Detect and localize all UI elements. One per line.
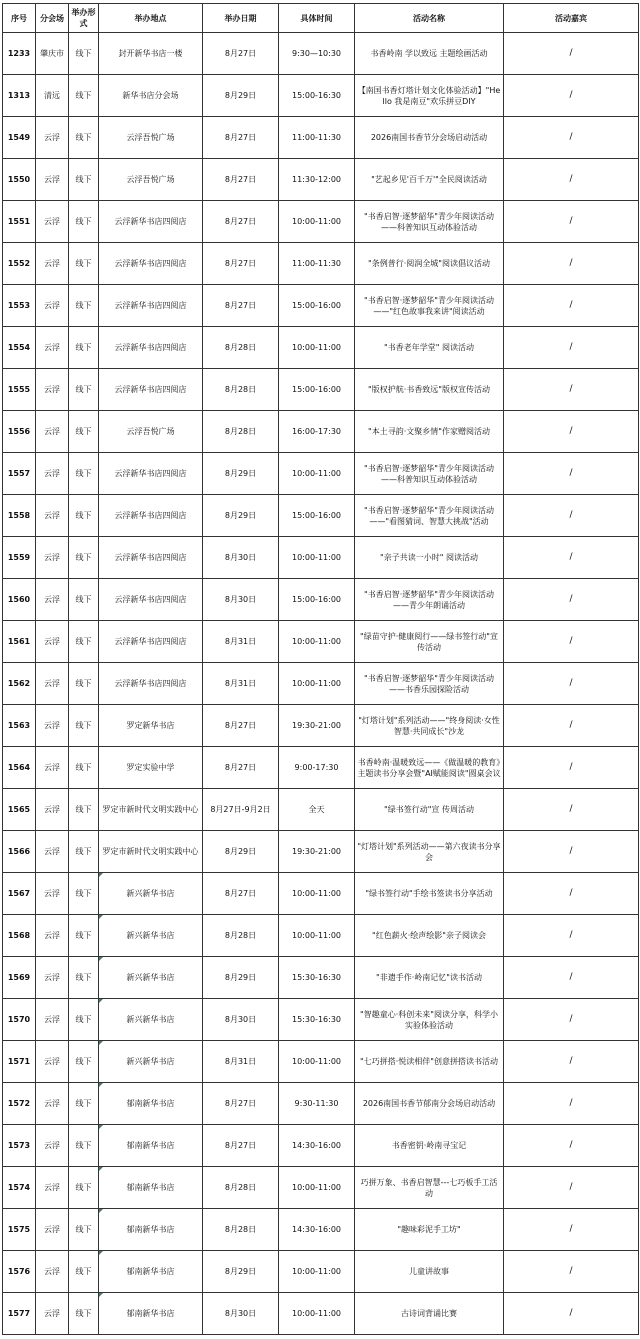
- cell-place: 郁南新华书店: [99, 1167, 203, 1209]
- cell-form: 线下: [69, 1041, 99, 1083]
- activity-schedule-table: [2, 3, 639, 1335]
- cell-activity-name: "条例普行·阅润全城"阅读倡议活动: [355, 243, 504, 285]
- cell-form: 线下: [69, 327, 99, 369]
- cell-seq: 1313: [3, 75, 36, 117]
- cell-time: 14:30-16:00: [279, 1209, 355, 1251]
- cell-place: 郁南新华书店: [99, 1083, 203, 1125]
- cell-place: 罗定市新时代文明实践中心: [99, 789, 203, 831]
- cell-form: 线下: [69, 957, 99, 999]
- cell-place: 云浮新华书店四阅店: [99, 579, 203, 621]
- cell-branch: 云浮: [36, 705, 69, 747]
- cell-branch: 云浮: [36, 663, 69, 705]
- cell-guest: /: [504, 999, 639, 1041]
- cell-place: 罗定新华书店: [99, 705, 203, 747]
- cell-date: 8月27日: [203, 243, 279, 285]
- cell-activity-name: "书香启智·逐梦韶华"青少年阅读活动——科普知识互动体验活动: [355, 201, 504, 243]
- cell-form: 线下: [69, 1167, 99, 1209]
- cell-seq: 1555: [3, 369, 36, 411]
- cell-seq: 1553: [3, 285, 36, 327]
- cell-date: 8月27日-9月2日: [203, 789, 279, 831]
- table-row: [3, 999, 639, 1041]
- cell-time: 10:00-11:00: [279, 1293, 355, 1335]
- cell-activity-name: "版权护航·书香致远"版权宣传活动: [355, 369, 504, 411]
- cell-branch: 云浮: [36, 201, 69, 243]
- cell-seq: 1566: [3, 831, 36, 873]
- cell-date: 8月30日: [203, 999, 279, 1041]
- cell-place: 郁南新华书店: [99, 1209, 203, 1251]
- cell-date: 8月28日: [203, 369, 279, 411]
- cell-branch: 云浮: [36, 1167, 69, 1209]
- table-header-row: [3, 4, 639, 33]
- cell-time: 10:00-11:00: [279, 915, 355, 957]
- cell-guest: /: [504, 243, 639, 285]
- cell-seq: 1570: [3, 999, 36, 1041]
- cell-guest: /: [504, 747, 639, 789]
- cell-place: 罗定市新时代文明实践中心: [99, 831, 203, 873]
- table-row: [3, 915, 639, 957]
- cell-date: 8月30日: [203, 537, 279, 579]
- cell-seq: 1559: [3, 537, 36, 579]
- cell-branch: 云浮: [36, 579, 69, 621]
- table-row: [3, 663, 639, 705]
- cell-date: 8月27日: [203, 1125, 279, 1167]
- cell-time: 15:30-16:30: [279, 999, 355, 1041]
- header-seq: 序号: [3, 4, 36, 33]
- cell-date: 8月31日: [203, 663, 279, 705]
- cell-guest: /: [504, 1251, 639, 1293]
- cell-form: 线下: [69, 705, 99, 747]
- cell-branch: 云浮: [36, 117, 69, 159]
- cell-guest: /: [504, 1041, 639, 1083]
- cell-time: 10:00-11:00: [279, 1251, 355, 1293]
- cell-activity-name: "灯塔计划"系列活动——第六夜读书分享会: [355, 831, 504, 873]
- cell-guest: /: [504, 411, 639, 453]
- cell-branch: 云浮: [36, 453, 69, 495]
- cell-seq: 1560: [3, 579, 36, 621]
- cell-activity-name: 2026南国书香节郁南分会场启动活动: [355, 1083, 504, 1125]
- cell-time: 9:00-17:30: [279, 747, 355, 789]
- cell-date: 8月30日: [203, 1293, 279, 1335]
- table-row: [3, 495, 639, 537]
- cell-branch: 云浮: [36, 411, 69, 453]
- cell-seq: 1574: [3, 1167, 36, 1209]
- cell-time: 15:00-16:00: [279, 285, 355, 327]
- table-row: [3, 327, 639, 369]
- cell-guest: /: [504, 1083, 639, 1125]
- cell-date: 8月29日: [203, 831, 279, 873]
- cell-branch: 云浮: [36, 159, 69, 201]
- cell-activity-name: "书香启智·逐梦韶华"青少年阅读活动——"红色故事我来讲"阅读活动: [355, 285, 504, 327]
- cell-guest: /: [504, 159, 639, 201]
- table-row: [3, 201, 639, 243]
- cell-form: 线下: [69, 1293, 99, 1335]
- cell-branch: 清远: [36, 75, 69, 117]
- cell-branch: 云浮: [36, 915, 69, 957]
- cell-guest: /: [504, 285, 639, 327]
- cell-form: 线下: [69, 915, 99, 957]
- cell-time: 10:00-11:00: [279, 1167, 355, 1209]
- cell-guest: /: [504, 33, 639, 75]
- table-row: [3, 537, 639, 579]
- cell-date: 8月29日: [203, 495, 279, 537]
- cell-seq: 1563: [3, 705, 36, 747]
- cell-guest: /: [504, 957, 639, 999]
- cell-date: 8月27日: [203, 285, 279, 327]
- cell-seq: 1575: [3, 1209, 36, 1251]
- cell-guest: /: [504, 873, 639, 915]
- cell-time: 9:30—10:30: [279, 33, 355, 75]
- cell-seq: 1565: [3, 789, 36, 831]
- table-row: [3, 75, 639, 117]
- cell-place: 云浮新华书店四阅店: [99, 369, 203, 411]
- table-row: [3, 159, 639, 201]
- cell-date: 8月27日: [203, 705, 279, 747]
- cell-time: 10:00-11:00: [279, 663, 355, 705]
- cell-activity-name: "书香老年学堂" 阅读活动: [355, 327, 504, 369]
- cell-time: 15:00-16:00: [279, 369, 355, 411]
- cell-seq: 1552: [3, 243, 36, 285]
- header-name: 活动名称: [355, 4, 504, 33]
- cell-date: 8月29日: [203, 75, 279, 117]
- table-row: [3, 1083, 639, 1125]
- cell-branch: 云浮: [36, 831, 69, 873]
- cell-seq: 1564: [3, 747, 36, 789]
- header-form: 举办形式: [69, 4, 99, 33]
- cell-time: 10:00-11:00: [279, 453, 355, 495]
- cell-activity-name: 【南国书香灯塔计划文化体验活动】"Hello 我是南豆"欢乐拼豆DIY: [355, 75, 504, 117]
- cell-time: 11:30-12:00: [279, 159, 355, 201]
- cell-guest: /: [504, 327, 639, 369]
- cell-place: 新兴新华书店: [99, 957, 203, 999]
- header-time: 具体时间: [279, 4, 355, 33]
- table-row: [3, 621, 639, 663]
- cell-date: 8月27日: [203, 747, 279, 789]
- cell-activity-name: "书香启智·逐梦韶华"青少年阅读活动——"看图猜词、智慧大挑战"活动: [355, 495, 504, 537]
- table-row: [3, 33, 639, 75]
- header-guest: 活动嘉宾: [504, 4, 639, 33]
- cell-date: 8月28日: [203, 327, 279, 369]
- cell-activity-name: 书香岭南 学以致远 主题绘画活动: [355, 33, 504, 75]
- cell-seq: 1233: [3, 33, 36, 75]
- cell-time: 14:30-16:00: [279, 1125, 355, 1167]
- table-row: [3, 1251, 639, 1293]
- cell-time: 16:00-17:30: [279, 411, 355, 453]
- cell-guest: /: [504, 1167, 639, 1209]
- cell-place: 云浮新华书店四阅店: [99, 537, 203, 579]
- cell-place: 云浮新华书店四阅店: [99, 201, 203, 243]
- cell-seq: 1562: [3, 663, 36, 705]
- cell-time: 全天: [279, 789, 355, 831]
- cell-branch: 肇庆市: [36, 33, 69, 75]
- cell-guest: /: [504, 579, 639, 621]
- cell-guest: /: [504, 117, 639, 159]
- cell-activity-name: "书香启智·逐梦韶华"青少年阅读活动——科普知识互动体验活动: [355, 453, 504, 495]
- cell-activity-name: "亲子共读一小时" 阅读活动: [355, 537, 504, 579]
- cell-place: 新兴新华书店: [99, 873, 203, 915]
- header-branch: 分会场: [36, 4, 69, 33]
- cell-date: 8月27日: [203, 201, 279, 243]
- cell-seq: 1577: [3, 1293, 36, 1335]
- cell-form: 线下: [69, 621, 99, 663]
- table-row: [3, 117, 639, 159]
- cell-branch: 云浮: [36, 1293, 69, 1335]
- cell-place: 云浮新华书店四阅店: [99, 663, 203, 705]
- cell-activity-name: "趣味彩泥手工坊": [355, 1209, 504, 1251]
- cell-form: 线下: [69, 33, 99, 75]
- cell-activity-name: "书香启智·逐梦韶华"青少年阅读活动——青少年朗诵活动: [355, 579, 504, 621]
- cell-guest: /: [504, 621, 639, 663]
- cell-activity-name: 书香岭南·温暖致远——《做温暖的教育》主题读书分享会暨"AI赋能阅读"圆桌会议: [355, 747, 504, 789]
- cell-place: 云浮新华书店四阅店: [99, 453, 203, 495]
- table-row: [3, 957, 639, 999]
- cell-branch: 云浮: [36, 285, 69, 327]
- cell-form: 线下: [69, 579, 99, 621]
- table-row: [3, 1293, 639, 1335]
- cell-form: 线下: [69, 159, 99, 201]
- cell-time: 11:00-11:30: [279, 117, 355, 159]
- table-row: [3, 453, 639, 495]
- cell-date: 8月27日: [203, 33, 279, 75]
- cell-time: 15:00-16:30: [279, 75, 355, 117]
- cell-form: 线下: [69, 243, 99, 285]
- cell-place: 新兴新华书店: [99, 915, 203, 957]
- table-row: [3, 243, 639, 285]
- cell-date: 8月31日: [203, 1041, 279, 1083]
- cell-guest: /: [504, 1209, 639, 1251]
- cell-time: 11:00-11:30: [279, 243, 355, 285]
- cell-date: 8月28日: [203, 1167, 279, 1209]
- cell-seq: 1572: [3, 1083, 36, 1125]
- table-row: [3, 285, 639, 327]
- table-row: [3, 411, 639, 453]
- cell-branch: 云浮: [36, 1251, 69, 1293]
- cell-form: 线下: [69, 537, 99, 579]
- cell-guest: /: [504, 705, 639, 747]
- cell-activity-name: "艺起乡见'百千万'"全民阅读活动: [355, 159, 504, 201]
- cell-branch: 云浮: [36, 747, 69, 789]
- cell-time: 10:00-11:00: [279, 873, 355, 915]
- cell-form: 线下: [69, 873, 99, 915]
- cell-form: 线下: [69, 1125, 99, 1167]
- cell-time: 10:00-11:00: [279, 201, 355, 243]
- cell-place: 罗定实验中学: [99, 747, 203, 789]
- cell-branch: 云浮: [36, 537, 69, 579]
- cell-activity-name: "本土寻韵·文聚乡情"作家赠阅活动: [355, 411, 504, 453]
- cell-guest: /: [504, 453, 639, 495]
- cell-place: 新华书店分会场: [99, 75, 203, 117]
- cell-activity-name: 巧拼万象、书香启智慧---七巧板手工活动: [355, 1167, 504, 1209]
- cell-form: 线下: [69, 1251, 99, 1293]
- cell-activity-name: 儿童讲故事: [355, 1251, 504, 1293]
- cell-seq: 1558: [3, 495, 36, 537]
- cell-guest: /: [504, 495, 639, 537]
- table-row: [3, 579, 639, 621]
- cell-branch: 云浮: [36, 369, 69, 411]
- table-row: [3, 369, 639, 411]
- cell-date: 8月27日: [203, 873, 279, 915]
- header-date: 举办日期: [203, 4, 279, 33]
- cell-activity-name: "书香启智·逐梦韶华"青少年阅读活动——书香乐园探险活动: [355, 663, 504, 705]
- cell-form: 线下: [69, 75, 99, 117]
- cell-date: 8月27日: [203, 1083, 279, 1125]
- cell-activity-name: "绿苗守护·健康阅行——绿书签行动"宣传活动: [355, 621, 504, 663]
- cell-seq: 1549: [3, 117, 36, 159]
- cell-form: 线下: [69, 369, 99, 411]
- cell-seq: 1550: [3, 159, 36, 201]
- cell-branch: 云浮: [36, 873, 69, 915]
- cell-guest: /: [504, 201, 639, 243]
- cell-guest: /: [504, 537, 639, 579]
- cell-branch: 云浮: [36, 957, 69, 999]
- cell-branch: 云浮: [36, 1041, 69, 1083]
- cell-place: 郁南新华书店: [99, 1293, 203, 1335]
- cell-seq: 1551: [3, 201, 36, 243]
- cell-activity-name: 书香密钥·岭南寻宝记: [355, 1125, 504, 1167]
- cell-activity-name: "绿书签行动"手绘书签读书分享活动: [355, 873, 504, 915]
- cell-seq: 1556: [3, 411, 36, 453]
- cell-time: 10:00-11:00: [279, 327, 355, 369]
- cell-place: 云浮吾悦广场: [99, 411, 203, 453]
- table-row: [3, 831, 639, 873]
- cell-form: 线下: [69, 411, 99, 453]
- table-body: [3, 33, 639, 1335]
- cell-seq: 1571: [3, 1041, 36, 1083]
- cell-date: 8月28日: [203, 915, 279, 957]
- cell-seq: 1569: [3, 957, 36, 999]
- table-row: [3, 789, 639, 831]
- cell-branch: 云浮: [36, 243, 69, 285]
- cell-place: 云浮新华书店四阅店: [99, 285, 203, 327]
- cell-guest: /: [504, 369, 639, 411]
- cell-date: 8月28日: [203, 411, 279, 453]
- cell-form: 线下: [69, 747, 99, 789]
- cell-guest: /: [504, 1293, 639, 1335]
- table-row: [3, 705, 639, 747]
- cell-place: 云浮新华书店四阅店: [99, 327, 203, 369]
- cell-activity-name: "绿书签行动"宣 传周活动: [355, 789, 504, 831]
- cell-branch: 云浮: [36, 495, 69, 537]
- table-row: [3, 1041, 639, 1083]
- cell-place: 郁南新华书店: [99, 1125, 203, 1167]
- cell-date: 8月27日: [203, 159, 279, 201]
- cell-date: 8月27日: [203, 117, 279, 159]
- cell-date: 8月29日: [203, 957, 279, 999]
- table-row: [3, 1167, 639, 1209]
- cell-activity-name: "灯塔计划"系列活动——"终身阅读·女性智慧·共同成长"沙龙: [355, 705, 504, 747]
- cell-form: 线下: [69, 831, 99, 873]
- cell-form: 线下: [69, 201, 99, 243]
- cell-seq: 1561: [3, 621, 36, 663]
- cell-seq: 1554: [3, 327, 36, 369]
- cell-branch: 云浮: [36, 1209, 69, 1251]
- cell-branch: 云浮: [36, 999, 69, 1041]
- cell-place: 新兴新华书店: [99, 999, 203, 1041]
- cell-seq: 1576: [3, 1251, 36, 1293]
- cell-time: 10:00-11:00: [279, 1041, 355, 1083]
- cell-place: 新兴新华书店: [99, 1041, 203, 1083]
- cell-activity-name: "红色薪火·绘声绘影"亲子阅读会: [355, 915, 504, 957]
- header-place: 举办地点: [99, 4, 203, 33]
- cell-date: 8月28日: [203, 1209, 279, 1251]
- cell-form: 线下: [69, 789, 99, 831]
- cell-place: 云浮新华书店四阅店: [99, 495, 203, 537]
- cell-activity-name: 古诗词背诵比赛: [355, 1293, 504, 1335]
- cell-guest: /: [504, 915, 639, 957]
- cell-form: 线下: [69, 1209, 99, 1251]
- cell-activity-name: 2026南国书香节分会场启动活动: [355, 117, 504, 159]
- cell-time: 19:30-21:00: [279, 705, 355, 747]
- cell-time: 10:00-11:00: [279, 537, 355, 579]
- cell-guest: /: [504, 75, 639, 117]
- cell-branch: 云浮: [36, 1083, 69, 1125]
- cell-seq: 1567: [3, 873, 36, 915]
- cell-seq: 1573: [3, 1125, 36, 1167]
- cell-time: 19:30-21:00: [279, 831, 355, 873]
- cell-time: 9:30-11:30: [279, 1083, 355, 1125]
- cell-time: 15:30-16:30: [279, 957, 355, 999]
- cell-time: 15:00-16:00: [279, 579, 355, 621]
- cell-time: 10:00-11:00: [279, 621, 355, 663]
- cell-place: 云浮新华书店四阅店: [99, 621, 203, 663]
- table-row: [3, 1209, 639, 1251]
- cell-place: 封开新华书店一楼: [99, 33, 203, 75]
- cell-guest: /: [504, 1125, 639, 1167]
- cell-date: 8月29日: [203, 1251, 279, 1293]
- cell-seq: 1568: [3, 915, 36, 957]
- cell-date: 8月29日: [203, 453, 279, 495]
- cell-form: 线下: [69, 285, 99, 327]
- cell-place: 云浮新华书店四阅店: [99, 243, 203, 285]
- cell-form: 线下: [69, 117, 99, 159]
- cell-branch: 云浮: [36, 327, 69, 369]
- cell-place: 郁南新华书店: [99, 1251, 203, 1293]
- cell-time: 15:00-16:00: [279, 495, 355, 537]
- cell-activity-name: "非遗手作·岭南记忆"读书活动: [355, 957, 504, 999]
- cell-date: 8月30日: [203, 579, 279, 621]
- cell-guest: /: [504, 831, 639, 873]
- cell-form: 线下: [69, 453, 99, 495]
- cell-branch: 云浮: [36, 621, 69, 663]
- table-row: [3, 873, 639, 915]
- cell-form: 线下: [69, 495, 99, 537]
- table-row: [3, 1125, 639, 1167]
- cell-guest: /: [504, 789, 639, 831]
- cell-seq: 1557: [3, 453, 36, 495]
- cell-activity-name: "七巧拼搭·悦读相伴"创意拼搭读书活动: [355, 1041, 504, 1083]
- cell-form: 线下: [69, 1083, 99, 1125]
- cell-form: 线下: [69, 999, 99, 1041]
- cell-activity-name: "智趣童心·科创未来"阅读分享，科学小实验体验活动: [355, 999, 504, 1041]
- cell-guest: /: [504, 663, 639, 705]
- cell-branch: 云浮: [36, 1125, 69, 1167]
- table-row: [3, 747, 639, 789]
- cell-date: 8月31日: [203, 621, 279, 663]
- cell-place: 云浮吾悦广场: [99, 159, 203, 201]
- cell-branch: 云浮: [36, 789, 69, 831]
- cell-place: 云浮吾悦广场: [99, 117, 203, 159]
- cell-form: 线下: [69, 663, 99, 705]
